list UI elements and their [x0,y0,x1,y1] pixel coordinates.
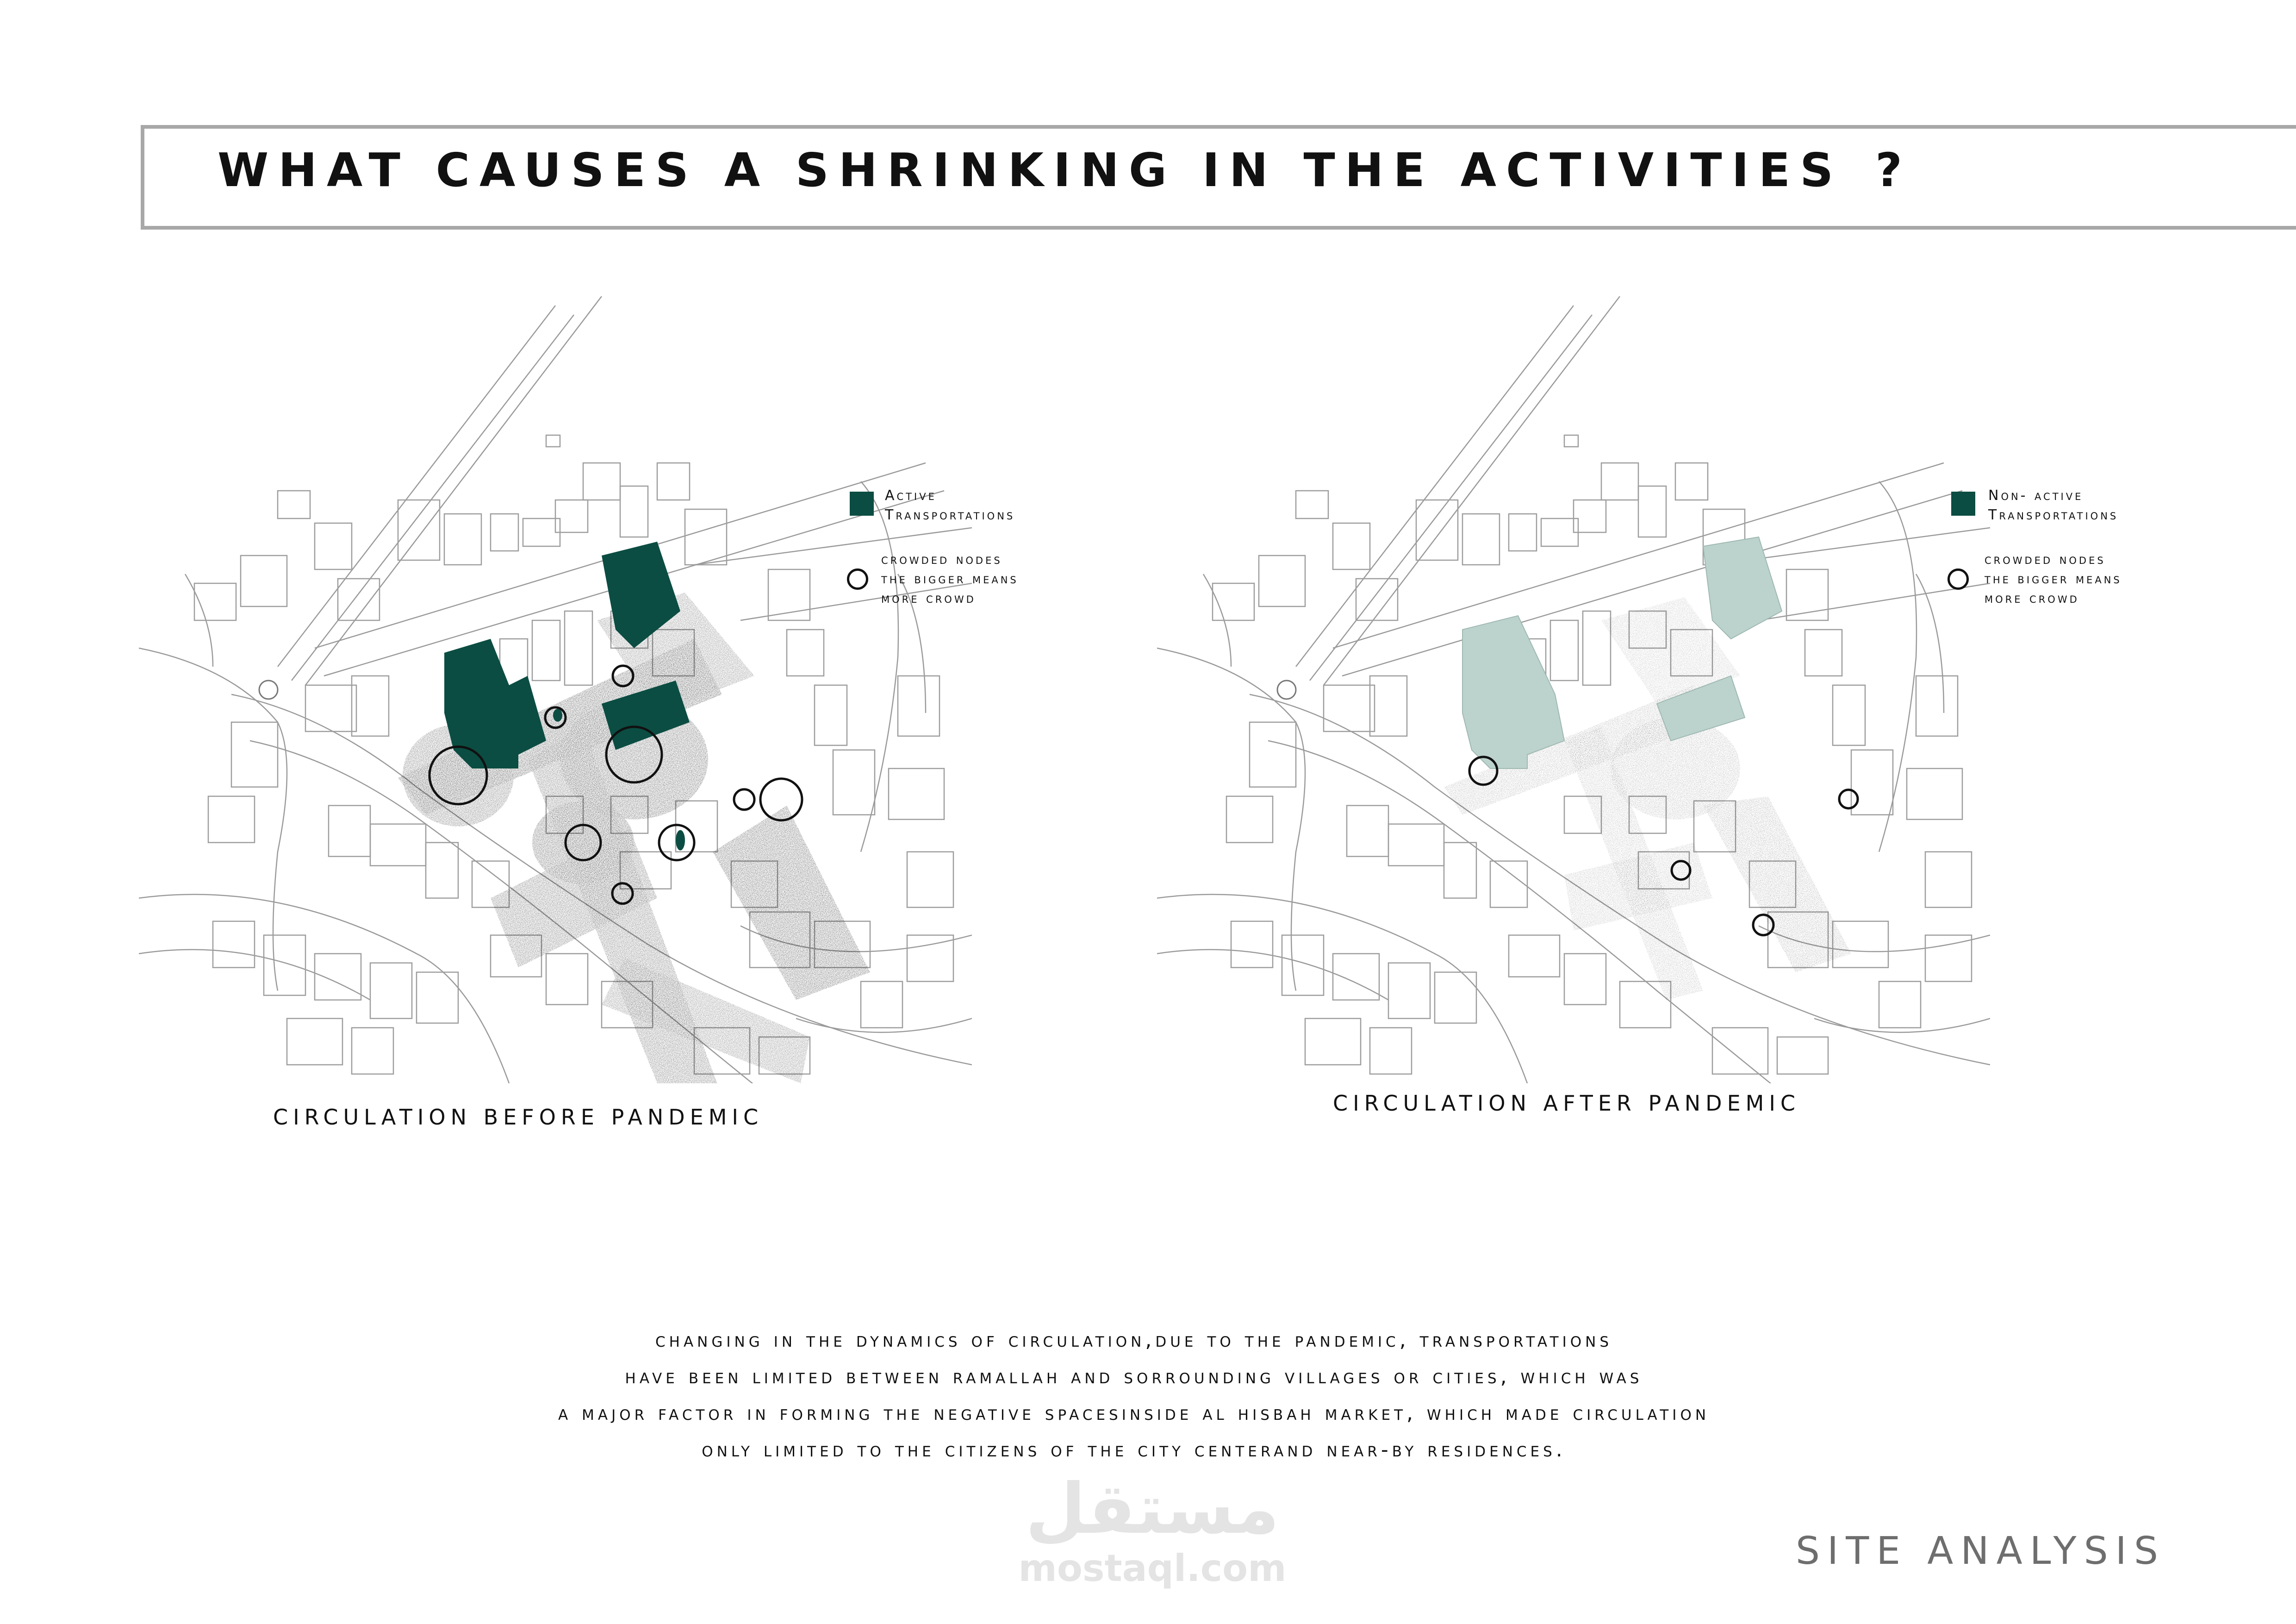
legend-crowd-line1: crowded nodes [881,551,1002,568]
footer-section-label: SITE ANALYSIS [1796,1529,2165,1573]
description-line: have been limited between ramallah and sorrounding villages or cities, which was [625,1365,1643,1388]
watermark-logo-text: مستقل [1025,1469,1280,1549]
crowd-density [1157,296,1990,1083]
watermark-domain: mostaql.com [1018,1547,1287,1590]
legend-crowd-label [1985,550,2122,608]
legend-crowd-line2: the bigger means [881,571,1019,587]
description-line: changing in the dynamics of circulation,due to the pandemic, transportations [655,1328,1613,1352]
legend-crowd-line3: more crowd [1985,590,2079,606]
crowd-density [139,296,972,1083]
description-paragraph [185,1322,2083,1468]
legend-crowd-label [881,550,1019,608]
description-line: a major factor in forming the negative spacesinside al hisbah market, which made circulation [558,1401,1710,1425]
legend-crowd-line1: crowded nodes [1985,551,2106,568]
mostaql-watermark [1004,1468,1300,1593]
title-question-mark: ? [1875,143,1903,197]
legend-active-swatch [850,492,874,516]
legend-crowd-circle [847,568,868,590]
map-before-pandemic [139,296,972,1083]
caption-after-pandemic: CIRCULATION AFTER PANDEMIC [1333,1091,1801,1116]
legend-inactive-line2: Transportations [1988,507,2119,523]
map-after-pandemic [1157,296,1990,1083]
legend-inactive-label [1988,486,2118,525]
legend-crowd-line2: the bigger means [1985,571,2122,587]
legend-active-label [885,486,1015,525]
page-title: WHAT CAUSES A SHRINKING IN THE ACTIVITIES [218,143,1843,197]
caption-before-pandemic: CIRCULATION BEFORE PANDEMIC [273,1105,764,1130]
description-line: only limited to the citizens of the city centerand near-by residences. [702,1438,1566,1462]
legend-crowd-circle [1948,568,1969,590]
legend-active-line2: Transportations [885,507,1015,523]
legend-inactive-line1: Non- active [1988,487,2084,504]
legend-active-line1: Active [885,487,937,504]
legend-crowd-line3: more crowd [881,590,976,606]
legend-inactive-swatch [1951,492,1975,516]
